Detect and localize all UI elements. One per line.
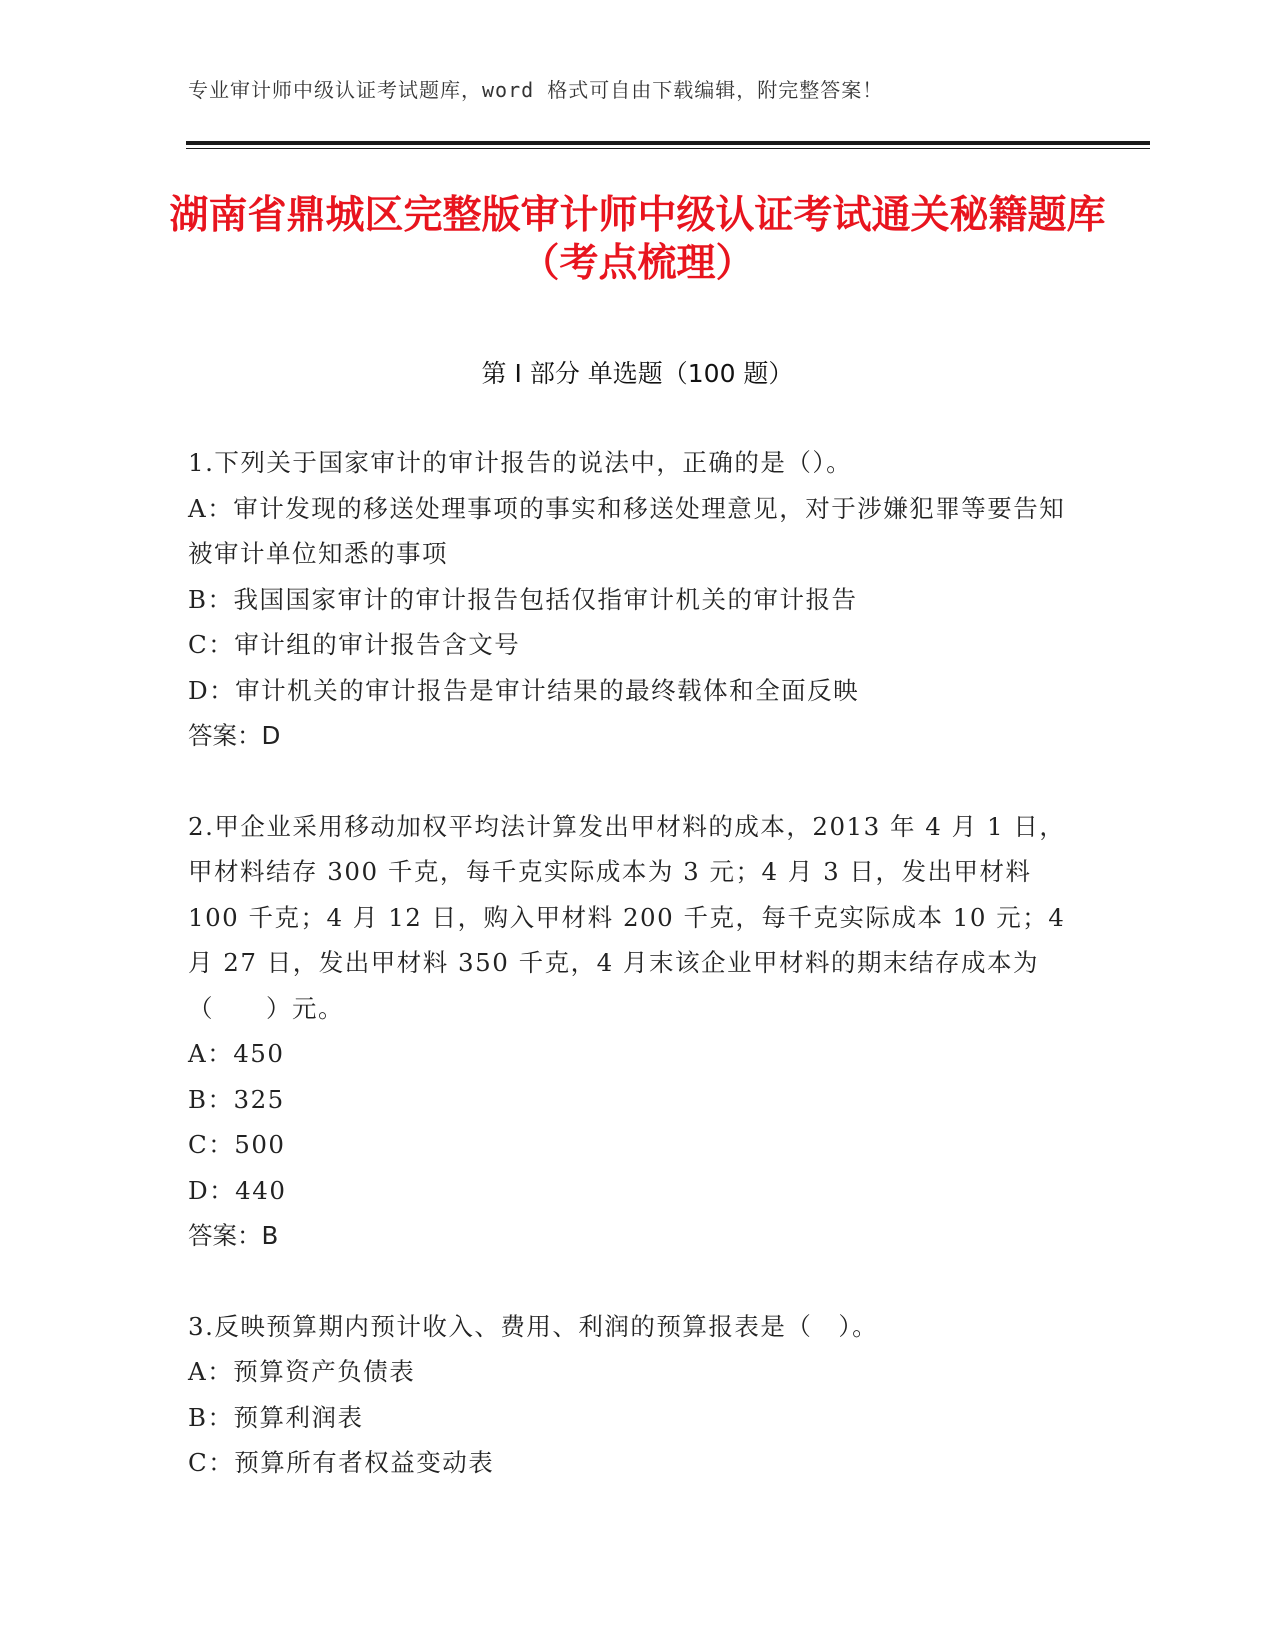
option-b: B：我国国家审计的审计报告包括仅指审计机关的审计报告 — [188, 584, 858, 614]
option-d: D：审计机关的审计报告是审计结果的最终载体和全面反映 — [188, 675, 860, 705]
document-title: 湖南省鼎城区完整版审计师中级认证考试通关秘籍题库（考点梳理） — [169, 193, 1106, 286]
question-stem: 2.甲企业采用移动加权平均法计算发出甲材料的成本，2013 年 4 月 1 日，甲材料结存 300 千克，每千克实际成本为 3 元；4 月 3 日，发出甲材料 100 千克；4 月 12 日，购入甲材料 200 千克，每千克实际成本 10 元；4 月 27 日，发出甲材料 350 千克，4 月末该企业甲材料的期末结存成本为（ ）元。 — [188, 811, 1066, 1023]
option-a: A：审计发现的移送处理事项的事实和移送处理意见，对于涉嫌犯罪等要告知被审计单位知悉的事项 — [188, 493, 1066, 568]
option-a: A：预算资产负债表 — [188, 1357, 416, 1386]
question-stem: 1.下列关于国家审计的审计报告的说法中，正确的是（）。 — [188, 448, 853, 477]
question-2 — [188, 804, 1068, 1259]
option-b: B：325 — [188, 1084, 285, 1114]
question-3 — [188, 1304, 1068, 1486]
option-c: C：500 — [188, 1130, 286, 1159]
section-title: 第 I 部分 单选题（100 题） — [481, 359, 794, 388]
question-stem: 3.反映预算期内预计收入、费用、利润的预算报表是（ ）。 — [188, 1311, 879, 1341]
answer: 答案：B — [188, 1221, 279, 1250]
header-rule-thick — [186, 141, 1150, 145]
header-rule-thin — [186, 148, 1150, 149]
option-c: C：审计组的审计报告含文号 — [188, 630, 521, 659]
option-c: C：预算所有者权益变动表 — [188, 1448, 495, 1477]
option-b: B：预算利润表 — [188, 1402, 364, 1432]
option-d: D：440 — [188, 1175, 287, 1205]
question-list — [188, 440, 1068, 1486]
option-a: A：450 — [188, 1039, 285, 1068]
question-1 — [188, 440, 1068, 759]
answer: 答案：D — [188, 721, 281, 750]
header-note: 专业审计师中级认证考试题库，word 格式可自由下载编辑，附完整答案！ — [188, 78, 884, 102]
